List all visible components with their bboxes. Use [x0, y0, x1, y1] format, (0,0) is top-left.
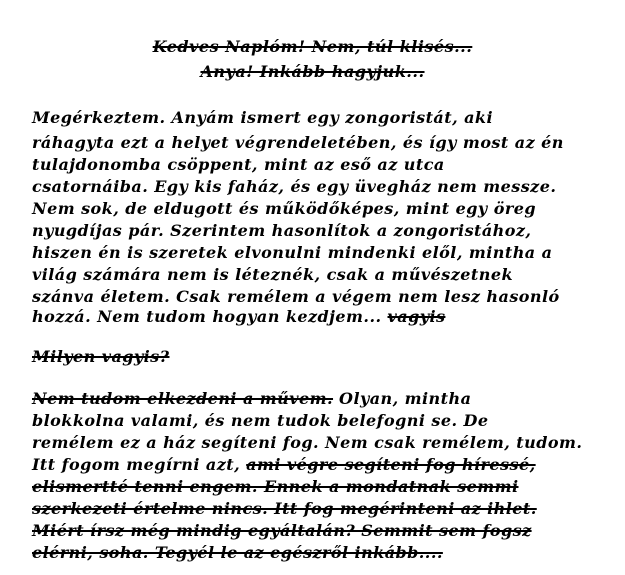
paragraph1-line-4: csatornáiba. Egy kis faház, és egy üvegház nem messze. [32, 177, 557, 196]
header-line-2: Anya! Inkább hagyjuk... [200, 62, 425, 81]
paragraph1-line-10 [32, 307, 445, 327]
paragraph1-line-5: Nem sok, de eldugott és működőképes, mint egy öreg [32, 199, 536, 218]
paragraph2-line-6: szerkezeti értelme nincs. Itt fog megérinteni az ihlet. [32, 499, 537, 518]
paragraph2-line-5: elismertté tenni engem. Ennek a mondatnak semmi [32, 477, 519, 496]
question-line: Milyen vagyis? [32, 347, 170, 366]
paragraph2-line-4-plain: Itt fogom megírni azt, [32, 455, 247, 474]
paragraph1-line-10-text: hozzá. Nem tudom hogyan kezdjem... [32, 307, 388, 326]
paragraph2-line-1-struck: Nem tudom elkezdeni a művem. [32, 389, 334, 408]
paragraph1-line-1: Megérkeztem. Anyám ismert egy zongoristát, aki [32, 108, 493, 127]
paragraph2-line-8: elérni, soha. Tegyél le az egészről inkább.... [32, 543, 443, 562]
paragraph1-line-3: tulajdonomba csöppent, mint az eső az utca [32, 155, 445, 174]
paragraph2-line-1 [32, 389, 471, 409]
paragraph2-line-1-rest: Olyan, mintha [333, 389, 472, 408]
header-line-1: Kedves Naplóm! Nem, túl klisés... [152, 37, 473, 56]
paragraph1-line-7: hiszen én is szeretek elvonulni mindenki elől, mintha a [32, 243, 553, 262]
paragraph1-line-2: ráhagyta ezt a helyet végrendeletében, és így most az én [32, 133, 564, 152]
paragraph2-line-4-struck: ami végre segíteni fog híressé, [246, 455, 536, 474]
paragraph2-line-3: remélem ez a ház segíteni fog. Nem csak remélem, tudom. [32, 433, 583, 452]
paragraph1-line-6: nyugdíjas pár. Szerintem hasonlítok a zongoristához, [32, 221, 532, 240]
struck-word-vagyis: vagyis [387, 307, 446, 326]
paragraph2-line-4 [32, 455, 536, 475]
paragraph2-line-7: Miért írsz még mindig egyáltalán? Semmit sem fogsz [32, 521, 532, 540]
paragraph2-line-2: blokkolna valami, és nem tudok belefogni se. De [32, 411, 489, 430]
paragraph1-line-9: szánva életem. Csak remélem a végem nem lesz hasonló [32, 287, 560, 306]
paragraph1-line-8: világ számára nem is léteznék, csak a művészetnek [32, 265, 513, 284]
